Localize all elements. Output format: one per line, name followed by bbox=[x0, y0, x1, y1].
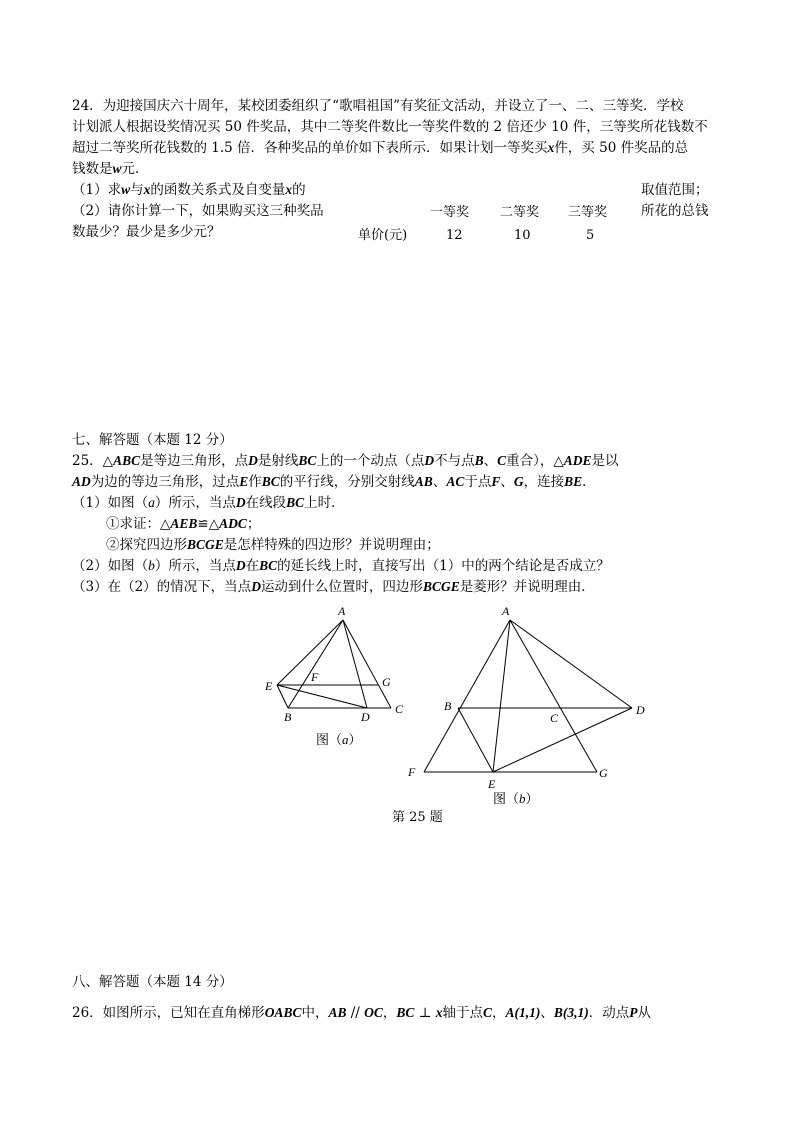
q25-part2: （2）如图（b）所示，当点D在BC的延长线上时，直接写出（1）中的两个结论是否成立？ bbox=[72, 558, 610, 574]
fig-b-label-b: B bbox=[444, 699, 452, 713]
q24-part1-tail: 取值范围； bbox=[641, 182, 709, 198]
section8-title: 八、解答题（本题 14 分） bbox=[72, 974, 233, 990]
fig-a-label-f: F bbox=[311, 670, 319, 684]
fig-a-segment-eb bbox=[277, 685, 288, 708]
fig-a-label-g: G bbox=[382, 675, 391, 689]
fig-b-segment-ae bbox=[493, 620, 510, 772]
q25-line2: AD为边的等边三角形，过点E作BC的平行线，分别交射线AB、AC于点F、G，连接BE． bbox=[72, 474, 596, 490]
q26-line1: 26．如图所示，已知在直角梯形OABC中，AB // OC，BC ⊥ x轴于点C，A(1,1)、B(3,1)．动点P从 bbox=[72, 1005, 651, 1021]
fig-b-label-a: A bbox=[502, 604, 510, 618]
fig-a-label-a: A bbox=[338, 604, 346, 618]
fig-b-caption: 图（b） bbox=[493, 791, 539, 807]
q25-part1-ii: ②探究四边形BCGE是怎样特殊的四边形？并说明理由； bbox=[106, 537, 440, 553]
fig-b-label-e: E bbox=[488, 777, 496, 791]
table-cell-second-price: 10 bbox=[514, 228, 531, 243]
fig-b-label-f: F bbox=[408, 765, 416, 779]
fig-a-segment-ad bbox=[343, 620, 367, 708]
figure-b bbox=[424, 620, 632, 772]
fig-b-segment-ad bbox=[510, 620, 632, 708]
fig-b-label-d: D bbox=[636, 703, 645, 717]
table-header-second-prize: 二等奖 bbox=[500, 205, 540, 220]
fig-a-segment-ac bbox=[343, 620, 391, 708]
q24-line3: 超过二等奖所花钱数的 1.5 倍．各种奖品的单价如下表所示．如果计划一等奖买x件，买 50 件奖品的总 bbox=[72, 140, 689, 156]
q25-part3: （3）在（2）的情况下，当点D运动到什么位置时，四边形BCGE是菱形？并说明理由． bbox=[72, 579, 595, 595]
figure-a bbox=[277, 620, 391, 708]
fig-a-caption: 图（a） bbox=[316, 732, 362, 748]
table-row-label: 单价(元) bbox=[358, 228, 408, 243]
q24-part2: （2）请你计算一下，如果购买这三种奖品 bbox=[72, 203, 324, 219]
section7-title: 七、解答题（本题 12 分） bbox=[72, 432, 233, 448]
q24-part2-tail: 所花的总钱 bbox=[641, 203, 709, 219]
table-header-first-prize: 一等奖 bbox=[430, 205, 470, 220]
q24-part2-line2: 数最少？最少是多少元？ bbox=[72, 224, 221, 240]
q24-line2: 计划派人根据设奖情况买 50 件奖品，其中二等奖件数比一等奖件数的 2 倍还少 10 件，三等奖所花钱数不 bbox=[72, 119, 708, 135]
fig-a-label-d: D bbox=[361, 710, 370, 724]
fig-b-label-c: C bbox=[550, 711, 559, 725]
q25-part1-i: ①求证：△AEB≌△ADC； bbox=[106, 516, 261, 532]
q25-part1: （1）如图（a）所示，当点D在线段BC上时． bbox=[72, 495, 345, 511]
fig-b-segment-de bbox=[493, 708, 632, 772]
fig-b-segment-af bbox=[424, 620, 510, 772]
fig-b-label-g: G bbox=[599, 766, 608, 780]
fig-a-label-b: B bbox=[284, 710, 292, 724]
q24-part1: （1）求w与x的函数关系式及自变量x的 bbox=[72, 182, 306, 198]
table-header-third-prize: 三等奖 bbox=[568, 205, 608, 220]
fig-b-segment-be bbox=[458, 708, 493, 772]
q24-line4: 钱数是w元． bbox=[72, 161, 149, 177]
fig-b-segment-ag bbox=[510, 620, 597, 772]
fig-a-label-c: C bbox=[395, 702, 404, 716]
q24-line1: 24．为迎接国庆六十周年，某校团委组织了“歌唱祖国”有奖征文活动，并设立了一、二、三等奖．学校 bbox=[72, 98, 684, 114]
table-cell-first-price: 12 bbox=[446, 228, 463, 243]
q25-line1: 25．△ABC是等边三角形，点D是射线BC上的一个动点（点D不与点B、C重合），△ADE是以 bbox=[72, 453, 619, 469]
fig-a-segment-ae bbox=[277, 620, 343, 685]
figure-title: 第 25 题 bbox=[392, 810, 443, 825]
fig-a-label-e: E bbox=[265, 679, 273, 693]
table-cell-third-price: 5 bbox=[586, 228, 595, 243]
